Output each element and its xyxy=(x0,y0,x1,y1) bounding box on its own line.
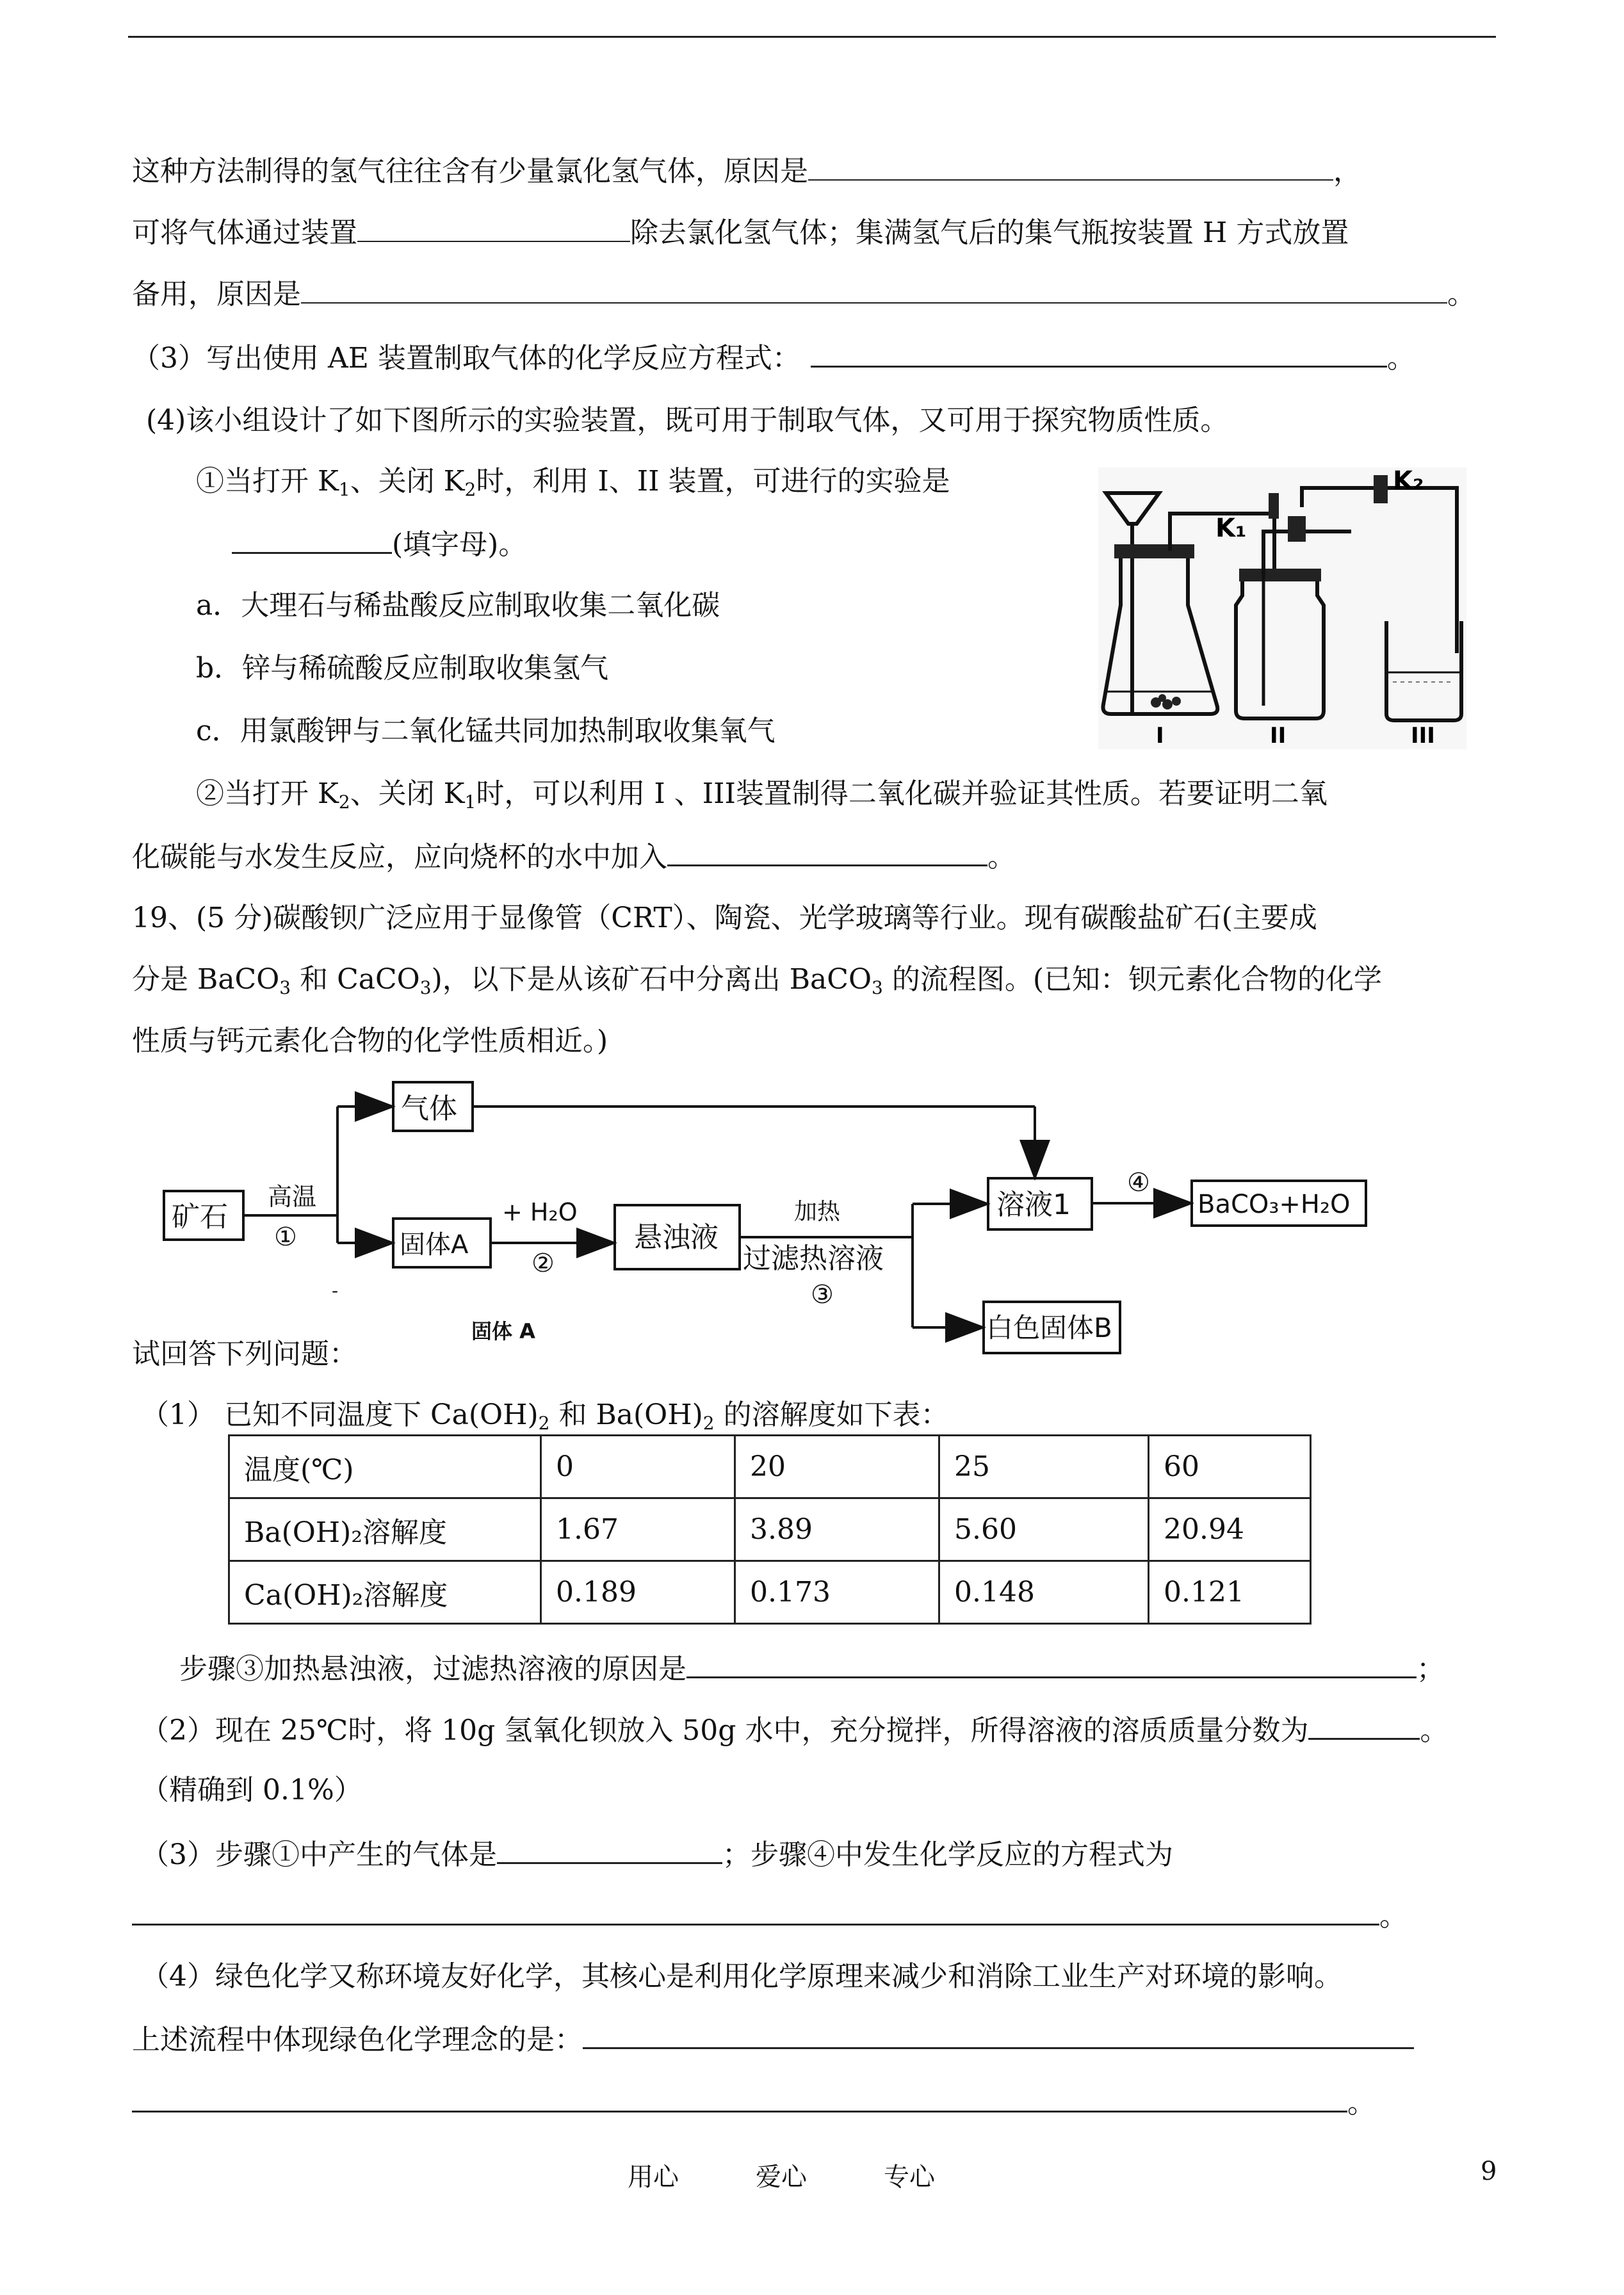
stray-mark: - xyxy=(332,1280,339,1301)
water-label: + H₂O xyxy=(502,1198,578,1226)
step-1-label: ① xyxy=(274,1222,297,1252)
answer-blank[interactable] xyxy=(301,274,1447,304)
table-cell: Ca(OH)₂溶解度 xyxy=(229,1561,541,1624)
table-cell: 60 xyxy=(1149,1436,1311,1498)
answer-blank[interactable] xyxy=(583,2019,1414,2049)
table-cell: 3.89 xyxy=(735,1498,939,1561)
text-line-5: (4)该小组设计了如下图所示的实验装置，既可用于制取气体，又可用于探究物质性质。 xyxy=(146,404,1229,437)
table-cell: 5.60 xyxy=(939,1498,1149,1561)
text-line-2: 可将气体通过装置 除去氯化氢气体；集满氢气后的集气瓶按装置 H 方式放置 xyxy=(132,213,1349,252)
heat-label: 加热 xyxy=(794,1199,841,1225)
text-line-7: (填字母)。 xyxy=(232,524,526,564)
sub-question-4-answer: 。 xyxy=(132,2082,1376,2123)
sub-question-2-note: （精确到 0.1%） xyxy=(141,1774,362,1806)
footer-motto-1: 用心 xyxy=(628,2162,679,2192)
text-line-6: ①当打开 $K_1$、关闭 $K_2$时，利用 I、II 装置，可进行的实验是 xyxy=(196,465,950,500)
step-2-label: ② xyxy=(532,1249,555,1278)
label-III: III xyxy=(1411,723,1435,749)
step-3-question: 步骤③加热悬浊液，过滤热溶液的原因是 ； xyxy=(179,1648,1445,1689)
flow-chart xyxy=(0,1063,1624,1358)
solubility-table xyxy=(228,1434,1311,1625)
option-a: a．大理石与稀盐酸反应制取收集二氧化碳 xyxy=(196,589,720,622)
table-cell: 温度(℃) xyxy=(229,1436,541,1498)
text-line-4: （3）写出使用 AE 装置制取气体的化学反应方程式： 。 xyxy=(132,337,1415,378)
suspension-box: 悬浊液 xyxy=(634,1221,719,1254)
product-box: BaCO₃+H₂O xyxy=(1198,1190,1351,1219)
k2-label: K₂ xyxy=(1393,467,1424,496)
table-cell: 0.173 xyxy=(735,1561,939,1624)
step-3-label: ③ xyxy=(811,1280,834,1310)
table-cell: 0.121 xyxy=(1149,1561,1311,1624)
answer-blank[interactable] xyxy=(811,337,1387,368)
answer-blank[interactable] xyxy=(132,1895,1379,1926)
option-b: b．锌与稀硫酸反应制取收集氢气 xyxy=(196,652,609,685)
k1-label: K₁ xyxy=(1215,514,1247,543)
answer-blank[interactable] xyxy=(357,213,630,242)
answer-blank[interactable] xyxy=(1308,1710,1420,1740)
footer-motto-2: 爱心 xyxy=(756,2162,807,2192)
step-4-label: ④ xyxy=(1127,1168,1150,1197)
sub-question-2: （2）现在 25℃时，将 10g 氢氧化钡放入 50g 水中，充分搅拌，所得溶液的溶质质量分数为 。 xyxy=(141,1710,1448,1750)
high-temp-label: 高温 xyxy=(268,1183,317,1211)
page-number: 9 xyxy=(1481,2157,1497,2186)
footer-motto-3: 专心 xyxy=(884,2162,935,2192)
table-cell: 1.67 xyxy=(541,1498,735,1561)
header-rule xyxy=(128,36,1496,38)
sub-question-1: （1） 已知不同温度下 $Ca(OH)_2$ 和 $Ba(OH)_2$ 的溶解度如下表： xyxy=(141,1399,949,1434)
table-row xyxy=(229,1436,1311,1498)
answer-blank[interactable] xyxy=(497,1834,722,1864)
text-line-8: ②当打开 $K_2$、关闭 $K_1$时，可以利用 I 、III装置制得二氧化碳并验证其性质。若要证明二氧 xyxy=(196,777,1328,813)
text-line-1: 这种方法制得的氢气往往含有少量氯化氢气体，原因是 ， xyxy=(132,151,1361,191)
answer-blank[interactable] xyxy=(667,836,987,866)
table-row xyxy=(229,1561,1311,1624)
sub-question-4-line-2: 上述流程中体现绿色化学理念的是： xyxy=(132,2019,1414,2059)
question-19-line-2: 分是 BaCO$_3$ 和 CaCO$_3$)，以下是从该矿石中分离出 BaCO$_3$ 的流程图。(已知：钡元素化合物的化学 xyxy=(132,963,1383,998)
table-cell: 0.189 xyxy=(541,1561,735,1624)
ore-box: 矿石 xyxy=(172,1201,228,1233)
label-I: I xyxy=(1156,723,1164,749)
table-cell: 20 xyxy=(735,1436,939,1498)
apparatus-figure xyxy=(1098,467,1466,749)
gas-box: 气体 xyxy=(401,1092,457,1125)
table-row xyxy=(229,1498,1311,1561)
solid-a-box: 固体A xyxy=(400,1230,469,1260)
text-line-3: 备用，原因是 。 xyxy=(132,274,1475,314)
table-cell: Ba(OH)₂溶解度 xyxy=(229,1498,541,1561)
sub-question-4: （4）绿色化学又称环境友好化学，其核心是利用化学原理来减少和消除工业生产对环境的影响。 xyxy=(141,1960,1342,1993)
answer-blank[interactable] xyxy=(808,151,1333,181)
sub-question-3-answer: 。 xyxy=(132,1895,1408,1936)
answer-blank[interactable] xyxy=(232,524,392,554)
question-19-line-1: 19、(5 分)碳酸钡广泛应用于显像管（CRT）、陶瓷、光学玻璃等行业。现有碳酸盐矿石(主要成 xyxy=(132,902,1317,934)
table-cell: 25 xyxy=(939,1436,1149,1498)
sub-question-3: （3）步骤①中产生的气体是 ；步骤④中发生化学反应的方程式为 xyxy=(141,1834,1173,1874)
option-c: c．用氯酸钾与二氧化锰共同加热制取收集氧气 xyxy=(196,715,775,747)
text-line-9: 化碳能与水发生反应，应向烧杯的水中加入 。 xyxy=(132,836,1016,877)
ask-line: 试回答下列问题： xyxy=(132,1338,357,1370)
table-cell: 0.148 xyxy=(939,1561,1149,1624)
filter-label: 过滤热溶液 xyxy=(743,1242,884,1275)
table-cell: 20.94 xyxy=(1149,1498,1311,1561)
solution-1-box: 溶液1 xyxy=(996,1188,1071,1221)
white-solid-b-box: 白色固体B xyxy=(986,1312,1112,1343)
answer-blank[interactable] xyxy=(686,1648,1417,1678)
answer-blank[interactable] xyxy=(132,2082,1347,2113)
solid-a-caption: 固体 A xyxy=(471,1319,535,1343)
label-II: II xyxy=(1270,723,1287,749)
table-cell: 0 xyxy=(541,1436,735,1498)
question-19-line-3: 性质与钙元素化合物的化学性质相近。) xyxy=(132,1025,608,1057)
